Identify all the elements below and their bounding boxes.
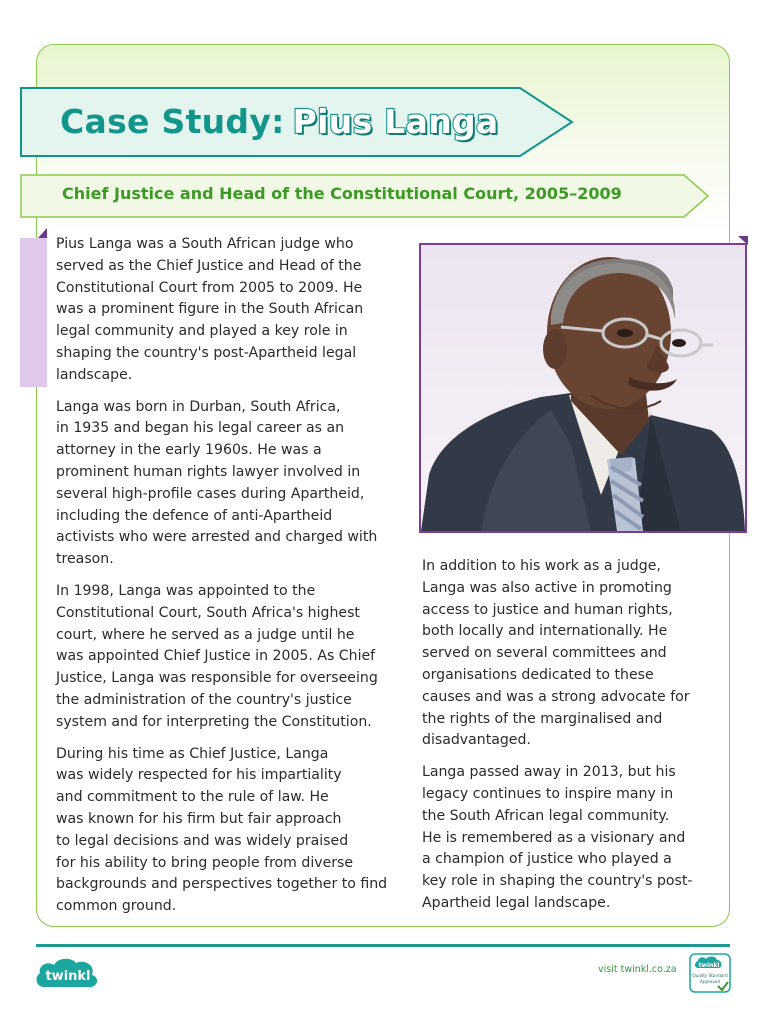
paragraph-early-life: Langa was born in Durban, South Africa, in 1935 and began his legal career as an attorney in the early 1960s. He was a prominent human rights lawyer involved in several high-profile cases during Apartheid, including the defence of anti-Apartheid activists who were arrested and charged with treason. <box>56 398 378 568</box>
paragraph-legacy-court: During his time as Chief Justice, Langa was widely respected for his impartiality and commitment to the rule of law. He was known for his firm but fair approach to legal decisions and was widely praised for his ability to bring people from diverse backgrounds and perspectives together to find common ground. <box>56 745 388 915</box>
title-name: Pius Langa <box>292 102 499 141</box>
portrait-image <box>419 243 747 533</box>
subtitle-banner <box>20 174 710 218</box>
logo-text: twinkl <box>45 969 91 984</box>
twinkl-logo[interactable] <box>34 953 102 997</box>
badge-line2: Approved <box>699 979 721 984</box>
left-column <box>56 234 406 928</box>
paragraph-advocacy: In addition to his work as a judge, Langa was also active in promoting access to justice and human rights, both locally and internationally. He served on several committees and organisations dedicated to these causes and was a strong advocate for the rights of the marginalised and disadvantaged. <box>422 558 690 749</box>
portrait-illustration <box>421 245 745 531</box>
paragraph-passing: Langa passed away in 2013, but his legacy continues to inspire many in the South African legal community. He is remembered as a visionary and a champion of justice who played a key role in shaping the country's post- Apartheid legal landscape. <box>422 764 693 911</box>
accent-corner <box>38 228 47 238</box>
page-title <box>60 102 498 141</box>
paragraph-appointment: In 1998, Langa was appointed to the Constitutional Court, South Africa's highest court, where he served as a judge until he was appointed Chief Justice in 2005. As Chief Justice, Langa was responsible for overseeing the administration of the country's justice system and for interpreting the Constitution. <box>56 582 378 730</box>
paragraph-intro: Pius Langa was a South African judge who served as the Chief Justice and Head of the Constitutional Court from 2005 to 2009. He was a prominent figure in the South African legal community and played a key role in shaping the country's post-Apartheid legal landscape. <box>56 236 364 383</box>
quality-badge <box>688 952 732 998</box>
badge-line1: Quality Standard <box>692 973 728 978</box>
page-subtitle: Chief Justice and Head of the Constitutional Court, 2005–2009 <box>62 184 622 203</box>
right-column <box>422 556 714 925</box>
title-prefix: Case Study: <box>60 102 285 141</box>
footer-divider <box>36 944 730 947</box>
quality-badge-icon <box>688 952 732 994</box>
badge-brand: twinkl <box>698 962 720 969</box>
cloud-logo-icon <box>34 953 102 993</box>
visit-link[interactable]: visit twinkl.co.za <box>598 964 677 975</box>
title-banner <box>20 86 574 158</box>
accent-bar <box>20 238 47 387</box>
